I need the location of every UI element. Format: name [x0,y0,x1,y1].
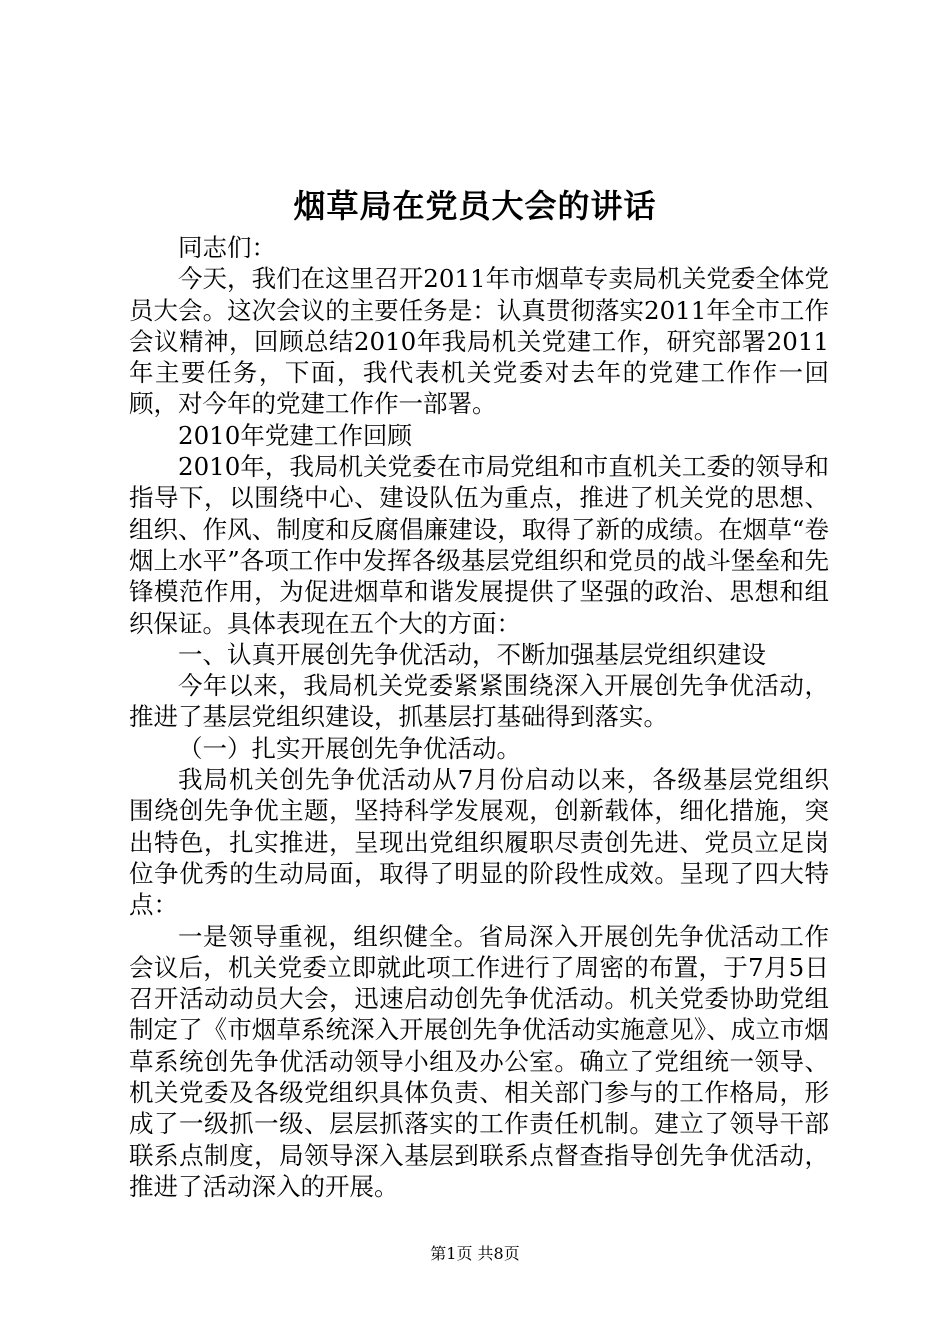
paragraph-salutation: 同志们： [178,233,276,262]
page-footer: 第1页 共8页 [430,1244,520,1263]
subsection-heading-one: （一）扎实开展创先争优活动。 [178,733,521,763]
section-heading-one: 一、认真开展创先争优活动，不断加强基层党组织建设 [178,639,766,669]
section-heading-review: 2010年党建工作回顾 [178,420,412,450]
paragraph-review-summary: 2010年，我局机关党委在市局党组和市直机关工委的领导和指导下，以围绕中心、建设队伍为重点，推进了机关党的思想、组织、作风、制度和反腐倡廉建设，取得了新的成绩。在烟草“卷烟上水平”各项工作中发挥各级基层党组织和党员的战斗堡垒和先锋模范作用，为促进烟草和谐发展提供了坚强的政治、思想和组织保证。具体表现在五个大的方面： [129,452,829,638]
paragraph-section-one: 今年以来，我局机关党委紧紧围绕深入开展创先争优活动，推进了基层党组织建设，抓基层打基础得到落实。 [129,671,829,732]
document-body [129,232,829,1202]
paragraph-intro: 今天，我们在这里召开2011年市烟草专卖局机关党委全体党员大会。这次会议的主要任务是：认真贯彻落实2011年全市工作会议精神，回顾总结2010年我局机关党建工作，研究部署2011年主要任务，下面，我代表机关党委对去年的党建工作作一回顾，对今年的党建工作作一部署。 [129,264,829,419]
paragraph-feature-one: 一是领导重视，组织健全。省局深入开展创先争优活动工作会议后，机关党委立即就此项工作进行了周密的布置，于7月5日召开活动动员大会，迅速启动创先争优活动。机关党委协助党组制定了《市烟草系统深入开展创先争优活动实施意见》、成立市烟草系统创先争优活动领导小组及办公室。确立了党组统一领导、机关党委及各级党组织具体负责、相关部门参与的工作格局，形成了一级抓一级、层层抓落实的工作责任机制。建立了领导干部联系点制度，局领导深入基层到联系点督查指导创先争优活动，推进了活动深入的开展。 [129,921,829,1201]
document-title: 烟草局在党员大会的讲话 [293,187,657,225]
paragraph-activity: 我局机关创先争优活动从7月份启动以来，各级基层党组织围绕创先争优主题，坚持科学发展观，创新载体，细化措施，突出特色，扎实推进，呈现出党组织履职尽责创先进、党员立足岗位争优秀的生动局面，取得了明显的阶段性成效。呈现了四大特点： [129,765,829,920]
